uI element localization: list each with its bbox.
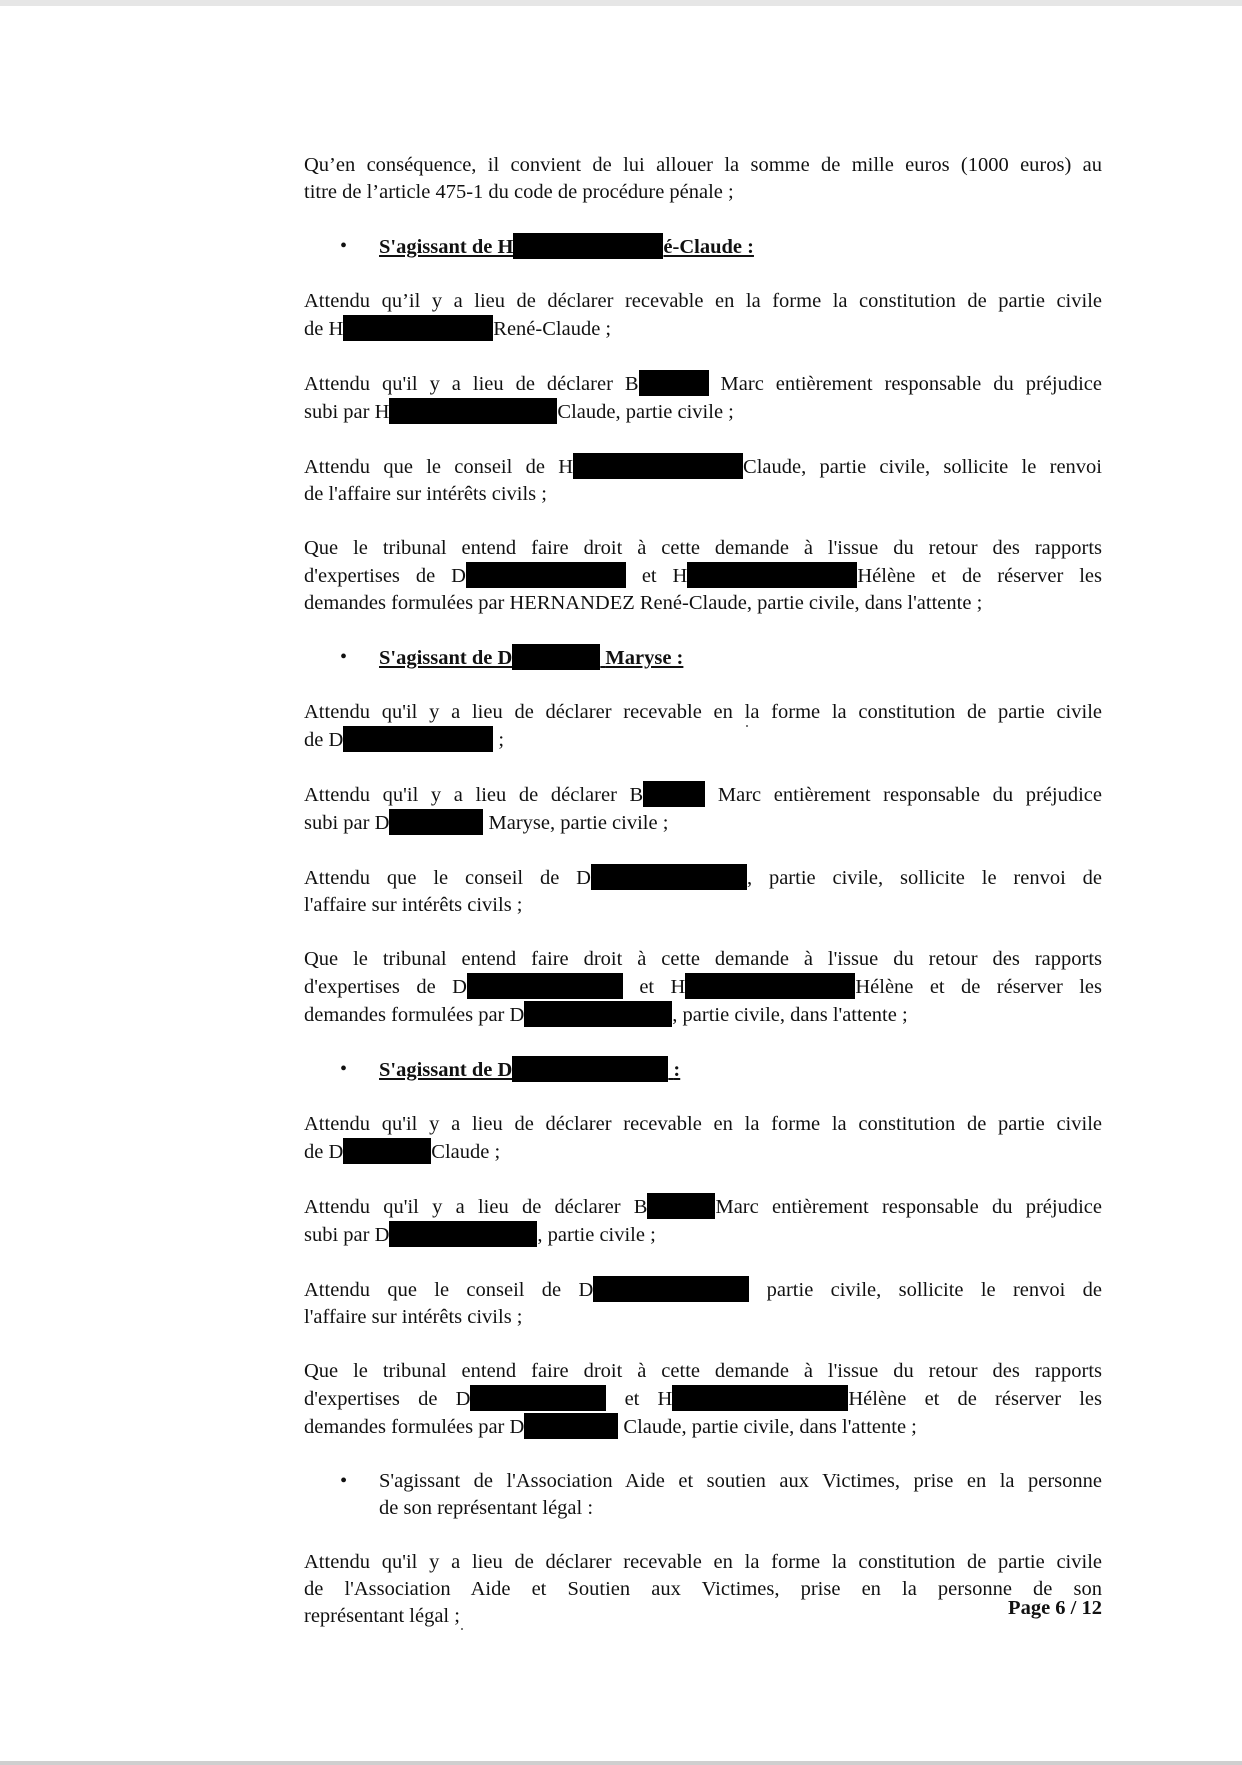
redaction-block (512, 644, 600, 670)
text-line: d'expertises de D et H Hélène et de réserver les (304, 562, 1102, 590)
redaction-block (573, 453, 743, 479)
bullet-icon: • (340, 1058, 348, 1080)
heading-text: S'agissant de D : (379, 1059, 680, 1081)
text-line: Attendu qu'il y a lieu de déclarer B Marc entièrement responsable du préjudice (304, 781, 1102, 809)
redaction-block (389, 809, 483, 835)
text-line: l'affaire sur intérêts civils ; (304, 1306, 523, 1328)
redaction-block (389, 1221, 537, 1247)
paragraph-responsable-d-maryse (304, 781, 1102, 837)
redaction-block (343, 726, 493, 752)
text-line: de l'Association Aide et Soutien aux Victimes, prise en la personne de son (304, 1578, 1102, 1600)
text-line: subi par D Maryse, partie civile ; (304, 809, 1102, 837)
section-heading-d-maryse (304, 644, 1102, 672)
redaction-block (639, 370, 709, 396)
section-heading-d-claude (304, 1056, 1102, 1084)
bullet-icon: • (340, 235, 348, 257)
redaction-block (343, 315, 493, 341)
scan-speck (461, 1628, 463, 1630)
text-line: Attendu que le conseil de H Claude, partie civile, sollicite le renvoi (304, 453, 1102, 481)
text-line: Attendu qu'il y a lieu de déclarer B Marc entièrement responsable du préjudice (304, 1193, 1102, 1221)
text-line: Que le tribunal entend faire droit à cette demande à l'issue du retour des rapports (304, 1360, 1102, 1382)
scan-edge-bottom (0, 1761, 1242, 1765)
text-line: de H René-Claude ; (304, 315, 1102, 343)
text-line: demandes formulées par HERNANDEZ René-Claude, partie civile, dans l'attente ; (304, 592, 983, 614)
paragraph-tribunal-h (304, 535, 1102, 617)
document-page (304, 152, 1102, 1657)
paragraph-article-475 (304, 152, 1102, 206)
text-line: d'expertises de D et H Hélène et de réserver les (304, 1385, 1102, 1413)
section-heading-association (304, 1468, 1102, 1522)
redaction-block (524, 1001, 672, 1027)
text-line: Attendu qu'il y a lieu de déclarer recevable en la forme la constitution de partie civile (304, 1551, 1102, 1573)
text-line: demandes formulées par D , partie civile, dans l'attente ; (304, 1001, 1102, 1029)
text-line: subi par D , partie civile ; (304, 1221, 1102, 1249)
text-line: Attendu qu'il y a lieu de déclarer recevable en la forme la constitution de partie civile (304, 701, 1102, 723)
text-line: Attendu qu'il y a lieu de déclarer B Marc entièrement responsable du préjudice (304, 370, 1102, 398)
paragraph-tribunal-d-maryse (304, 946, 1102, 1029)
redaction-block (513, 233, 663, 259)
text-line: subi par H Claude, partie civile ; (304, 398, 1102, 426)
bullet-icon: • (340, 646, 348, 668)
redaction-block (647, 1193, 715, 1219)
paragraph-conseil-d-maryse (304, 864, 1102, 919)
text-line: de son représentant légal : (379, 1497, 594, 1519)
paragraph-recevable-d-maryse (304, 699, 1102, 754)
text-line: Qu’en conséquence, il convient de lui allouer la somme de mille euros (1000 euros) au (304, 154, 1102, 176)
paragraph-tribunal-d-claude (304, 1358, 1102, 1441)
paragraph-recevable-d-claude (304, 1111, 1102, 1166)
paragraph-responsable-d-claude (304, 1193, 1102, 1249)
redaction-block (687, 562, 857, 588)
text-line: titre de l’article 475-1 du code de procédure pénale ; (304, 181, 734, 203)
text-line: de D Claude ; (304, 1138, 1102, 1166)
heading-text: S'agissant de H é-Claude : (379, 236, 754, 258)
redaction-block (467, 973, 623, 999)
paragraph-conseil-h (304, 453, 1102, 508)
text-line: Attendu que le conseil de D , partie civile, sollicite le renvoi de (304, 864, 1102, 892)
text-line: S'agissant de l'Association Aide et soutien aux Victimes, prise en la personne (379, 1470, 1102, 1492)
text-line: l'affaire sur intérêts civils ; (304, 894, 523, 916)
text-line: Que le tribunal entend faire droit à cette demande à l'issue du retour des rapports (304, 537, 1102, 559)
text-line: représentant légal ; (304, 1605, 460, 1627)
text-line: Attendu qu’il y a lieu de déclarer recevable en la forme la constitution de partie civile (304, 290, 1102, 312)
section-heading-h (304, 233, 1102, 261)
paragraph-responsable-h (304, 370, 1102, 426)
text-line: demandes formulées par D Claude, partie civile, dans l'attente ; (304, 1413, 1102, 1441)
text-line: de l'affaire sur intérêts civils ; (304, 483, 547, 505)
text-line: d'expertises de D et H Hélène et de réserver les (304, 973, 1102, 1001)
paragraph-recevable-h (304, 288, 1102, 343)
redaction-block (685, 973, 855, 999)
redaction-block (591, 864, 747, 890)
redaction-block (643, 781, 705, 807)
redaction-block (470, 1385, 606, 1411)
redaction-block (524, 1413, 618, 1439)
page-number: Page 6 / 12 (1008, 1597, 1102, 1619)
redaction-block (343, 1138, 431, 1164)
redaction-block (593, 1276, 749, 1302)
heading-text: S'agissant de D Maryse : (379, 647, 683, 669)
redaction-block (389, 398, 557, 424)
redaction-block (672, 1385, 848, 1411)
text-line: Attendu qu'il y a lieu de déclarer recevable en la forme la constitution de partie civile (304, 1113, 1102, 1135)
bullet-icon: • (340, 1470, 348, 1492)
redaction-block (466, 562, 626, 588)
redaction-block (512, 1056, 668, 1082)
paragraph-conseil-d-claude (304, 1276, 1102, 1331)
text-line: Attendu que le conseil de D partie civile, sollicite le renvoi de (304, 1276, 1102, 1304)
text-line: de D ; (304, 726, 1102, 754)
paragraph-recevable-association (304, 1549, 1102, 1630)
text-line: Que le tribunal entend faire droit à cette demande à l'issue du retour des rapports (304, 948, 1102, 970)
scan-speck (746, 725, 748, 727)
scan-edge-top (0, 0, 1242, 6)
